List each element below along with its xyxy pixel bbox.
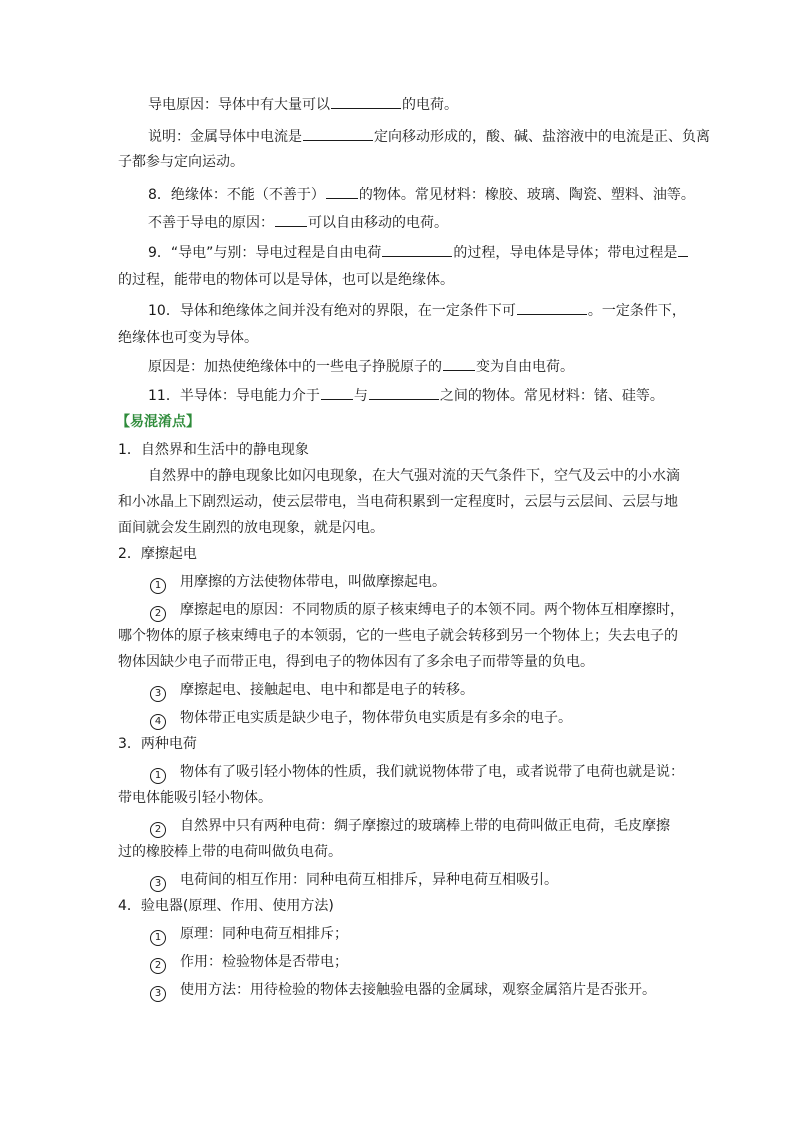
- s2-item-2-cont: 哪个物体的原子核束缚电子的本领弱，它的一些电子就会转移到另一个物体上；失去电子的: [118, 628, 678, 644]
- s2-item-3: 3 摩擦起电、接触起电、电中和都是电子的转移。: [150, 680, 474, 700]
- s1-para-line: 面间就会发生剧烈的放电现象，就是闪电。: [118, 520, 384, 536]
- section-heading: 【易混淆点】: [116, 414, 200, 430]
- line-semiconductor: 11．半导体：导电能力介于 与 之间的物体。常见材料：锗、硅等。: [148, 385, 664, 405]
- s2-item-2-cont: 物体因缺少电子而带正电，得到电子的物体因有了多余电子而带等量的负电。: [118, 654, 594, 670]
- answer-blank[interactable]: [382, 242, 452, 257]
- line-conduct-reason: 导电原因：导体中有大量可以 的电荷。: [148, 94, 458, 114]
- s2-title: 2．摩擦起电: [118, 546, 197, 562]
- answer-blank[interactable]: [369, 385, 439, 400]
- answer-blank[interactable]: [326, 184, 358, 199]
- circled-number: 2: [150, 958, 166, 974]
- line-boundary: 10．导体和绝缘体之间并没有绝对的界限，在一定条件下可 。一定条件下，: [148, 300, 686, 320]
- s4-title: 4．验电器(原理、作用、使用方法): [118, 898, 334, 914]
- circled-number: 3: [150, 686, 166, 702]
- s2-item-1: 1 用摩擦的方法使物体带电，叫做摩擦起电。: [150, 572, 446, 592]
- s3-title: 3．两种电荷: [118, 736, 197, 752]
- line-insulator: 8．绝缘体：不能（不善于） 的物体。常见材料：橡胶、玻璃、陶瓷、塑料、油等。: [148, 184, 695, 204]
- s4-item-3: 3 使用方法：用待检验的物体去接触验电器的金属球，观察金属箔片是否张开。: [150, 980, 656, 1000]
- answer-blank[interactable]: [678, 242, 688, 257]
- s1-title: 1．自然界和生活中的静电现象: [118, 442, 309, 458]
- s2-item-2: 2 摩擦起电的原因：不同物质的原子核束缚电子的本领不同。两个物体互相摩擦时，: [150, 600, 684, 620]
- s4-item-1: 1 原理：同种电荷互相排斥；: [150, 924, 348, 944]
- s3-item-1-cont: 带电体能吸引轻小物体。: [118, 790, 272, 806]
- answer-blank[interactable]: [331, 94, 401, 109]
- answer-blank[interactable]: [517, 300, 587, 315]
- circled-number: 2: [150, 606, 166, 622]
- circled-number: 3: [150, 876, 166, 892]
- s3-item-2: 2 自然界中只有两种电荷：绸子摩擦过的玻璃棒上带的电荷叫做正电荷，毛皮摩擦: [150, 816, 670, 836]
- circled-number: 1: [150, 930, 166, 946]
- s2-item-4: 4 物体带正电实质是缺少电子，物体带负电实质是有多余的电子。: [150, 708, 572, 728]
- answer-blank[interactable]: [303, 126, 373, 141]
- line-conduct-vs-charge-cont: 的过程，能带电的物体可以是导体，也可以是绝缘体。: [118, 272, 454, 288]
- circled-number: 1: [150, 578, 166, 594]
- line-explain-cont: 子都参与定向运动。: [118, 154, 244, 170]
- circled-number: 1: [150, 768, 166, 784]
- line-insulator-reason: 不善于导电的原因： 可以自由移动的电荷。: [148, 212, 448, 232]
- circled-number: 3: [150, 986, 166, 1002]
- line-boundary-reason: 原因是：加热使绝缘体中的一些电子挣脱原子的 变为自由电荷。: [148, 356, 574, 376]
- line-explain: 说明：金属导体中电流是 定向移动形成的，酸、碱、盐溶液中的电流是正、负离: [148, 126, 710, 146]
- s3-item-3: 3 电荷间的相互作用：同种电荷互相排斥，异种电荷互相吸引。: [150, 870, 558, 890]
- circled-number: 4: [150, 714, 166, 730]
- answer-blank[interactable]: [321, 385, 353, 400]
- answer-blank[interactable]: [443, 356, 475, 371]
- s3-item-1: 1 物体有了吸引轻小物体的性质，我们就说物体带了电，或者说带了电荷也就是说：: [150, 762, 684, 782]
- s1-para-line: 自然界中的静电现象比如闪电现象，在大气强对流的天气条件下，空气及云中的小水滴: [148, 468, 680, 484]
- circled-number: 2: [150, 822, 166, 838]
- s4-item-2: 2 作用：检验物体是否带电；: [150, 952, 348, 972]
- line-conduct-vs-charge: 9．“导电”与别：导电过程是自由电荷 的过程，导电体是导体；带电过程是: [148, 242, 689, 262]
- line-boundary-cont: 绝缘体也可变为导体。: [118, 330, 258, 346]
- answer-blank[interactable]: [275, 212, 307, 227]
- s1-para-line: 和小冰晶上下剧烈运动，使云层带电，当电荷积累到一定程度时，云层与云层间、云层与地: [118, 494, 678, 510]
- s3-item-2-cont: 过的橡胶棒上带的电荷叫做负电荷。: [118, 844, 342, 860]
